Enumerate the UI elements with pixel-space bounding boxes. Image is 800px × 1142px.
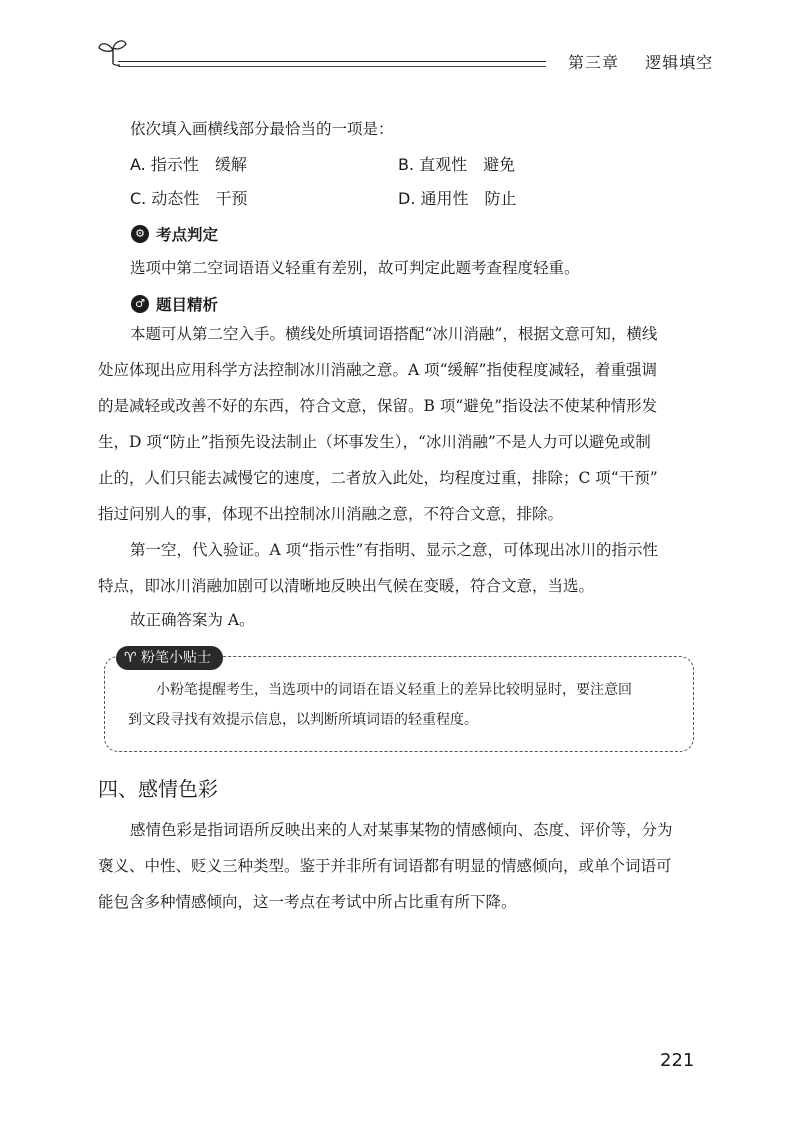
- option-b: B. 直观性 避免: [398, 155, 516, 174]
- header-rule: [118, 61, 546, 62]
- tip-sprout-icon: ♈: [124, 650, 137, 666]
- analysis-line-2: 处应体现出应用科学方法控制冰川消融之意。A 项“缓解”指使程度减轻，着重强调: [98, 361, 657, 379]
- analysis-line-7: 第一空，代入验证。A 项“指示性”有指明、显示之意，可体现出冰川的指示性: [130, 541, 658, 559]
- analysis-line-6: 指过问别人的事，体现不出控制冰川消融之意，不符合文意，排除。: [98, 505, 564, 523]
- running-header: [568, 50, 713, 73]
- analysis-line-5: 止的，人们只能去减慢它的速度，二者放入此处，均程度过重，排除；C 项“干预”: [98, 469, 658, 487]
- gear-icon: ⚙: [131, 225, 149, 243]
- tip-line-2: 到文段寻找有效提示信息，以判断所填词语的轻重程度。: [128, 712, 478, 728]
- tip-label: [116, 646, 223, 670]
- chapter-label: 第三章: [568, 53, 620, 72]
- analysis-icon: ♂: [131, 295, 149, 313]
- question-prompt: 依次填入画横线部分最恰当的一项是：: [130, 120, 394, 138]
- section-label: 逻辑填空: [645, 53, 714, 72]
- section-line-3: 能包含多种情感倾向，这一考点在考试中所占比重有所下降。: [98, 893, 517, 911]
- kaodian-title: 考点判定: [156, 226, 219, 244]
- jingxi-title: 题目精析: [156, 296, 219, 314]
- analysis-line-4: 生，D 项“防止”指预先设法制止（坏事发生），“冰川消融”不是人力可以避免或制: [98, 433, 651, 451]
- kaodian-text: 选项中第二空词语语义轻重有差别，故可判定此题考查程度轻重。: [130, 259, 580, 277]
- page-number: 221: [660, 1050, 695, 1071]
- header-rule-thin: [118, 66, 546, 67]
- answer-line: 故正确答案为 A。: [130, 611, 255, 629]
- analysis-line-1: 本题可从第二空入手。横线处所填词语搭配“冰川消融”，根据文意可知，横线: [130, 325, 658, 343]
- analysis-line-3: 的是减轻或改善不好的东西，符合文意，保留。B 项“避免”指设法不使某种情形发: [98, 397, 658, 415]
- option-d: D. 通用性 防止: [398, 189, 517, 208]
- section-heading: 四、感情色彩: [98, 777, 218, 801]
- tip-title: 粉笔小贴士: [141, 650, 212, 666]
- analysis-line-8: 特点，即冰川消融加剧可以清晰地反映出气候在变暖，符合文意，当选。: [98, 577, 595, 595]
- option-a: A. 指示性 缓解: [130, 155, 247, 174]
- option-c: C. 动态性 干预: [130, 189, 248, 208]
- tip-line-1: 小粉笔提醒考生，当选项中的词语在语义轻重上的差异比较明显时，要注意回: [156, 682, 632, 698]
- section-line-1: 感情色彩是指词语所反映出来的人对某事某物的情感倾向、态度、评价等，分为: [130, 821, 673, 839]
- tip-box: [104, 656, 694, 752]
- section-line-2: 褒义、中性、贬义三种类型。鉴于并非所有词语都有明显的情感倾向，或单个词语可: [98, 857, 672, 875]
